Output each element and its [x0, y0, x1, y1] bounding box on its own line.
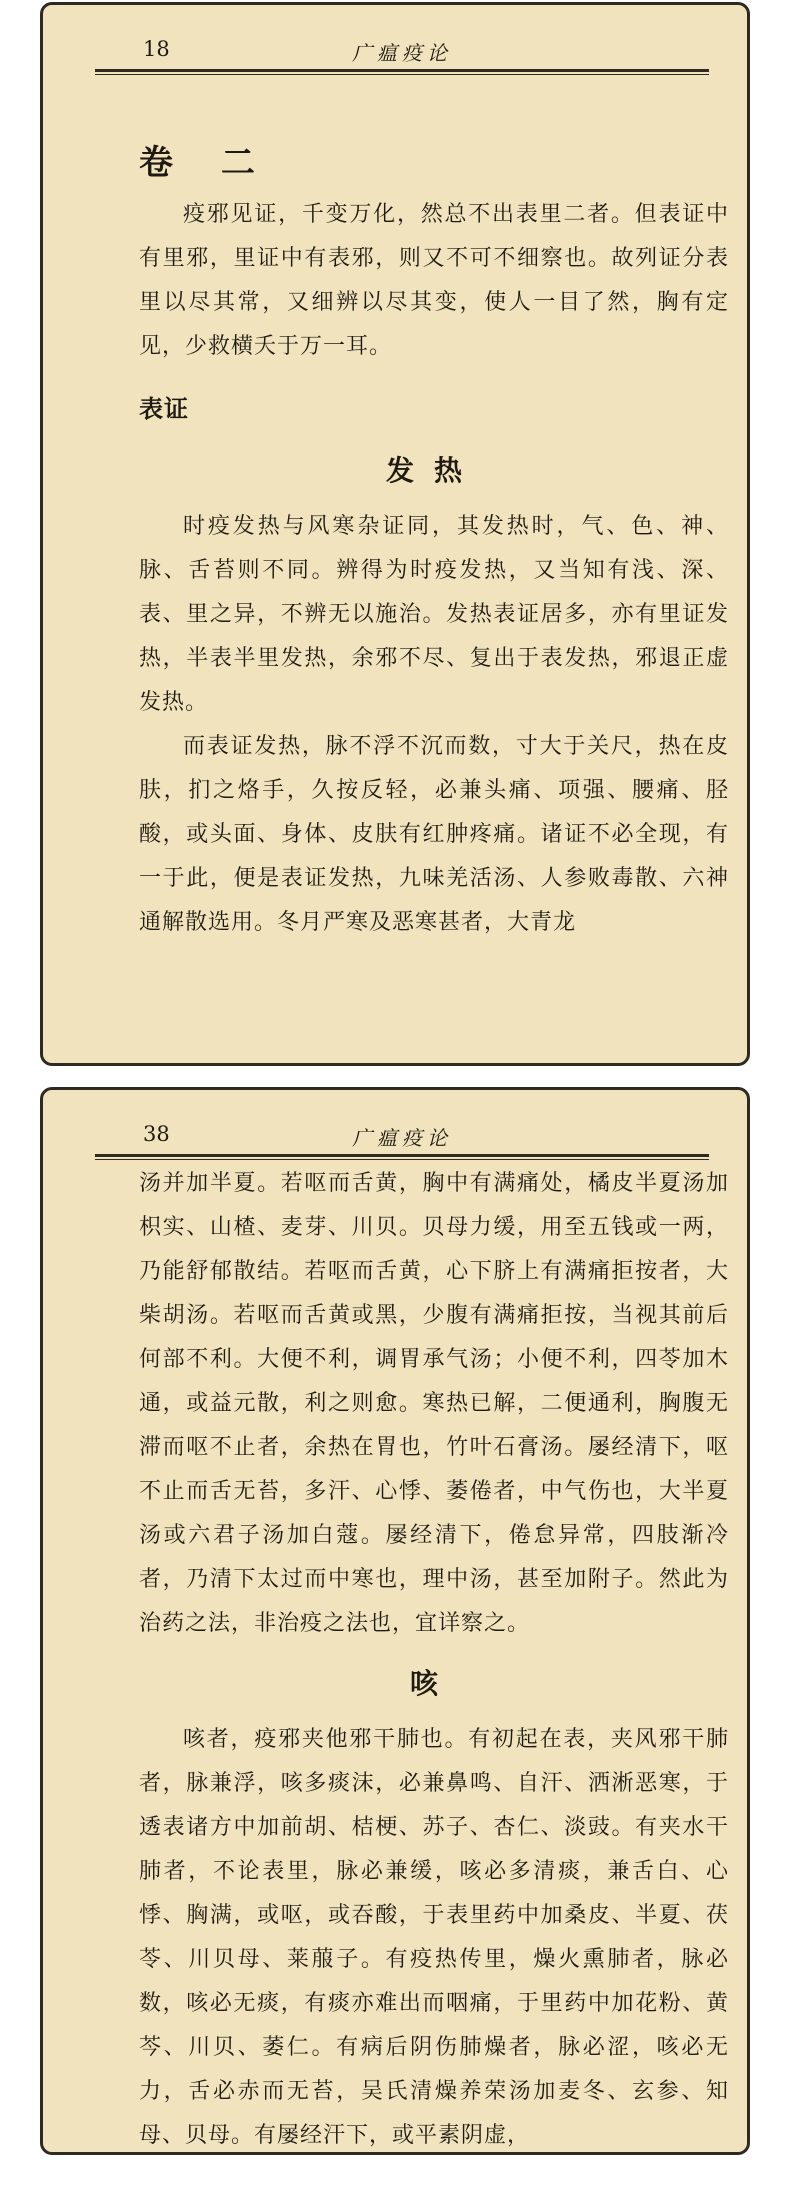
- header-rule: [95, 69, 709, 75]
- body-paragraph: 时疫发热与风寒杂证同，其发热时，气、色、神、脉、舌苔则不同。辨得为时疫发热，又当知有浅、深、表、里之异，不辨无以施治。发热表证居多，亦有里证发热，半表半里发热，余邪不尽、复出于表发热，邪退正虚发热。: [139, 514, 729, 715]
- subsection-title: 发热: [385, 454, 482, 487]
- body-paragraph: 汤并加半夏。若呕而舌黄，胸中有满痛处，橘皮半夏汤加枳实、山楂、麦芽、川贝。贝母力缓，用至五钱或一两，乃能舒郁散结。若呕而舌黄，心下脐上有满痛拒按者，大柴胡汤。若呕而舌黄或黑，少腹有满痛拒按，当视其前后何部不利。大便不利，调胃承气汤；小便不利，四苓加木通，或益元散，利之则愈。寒热已解，二便通利，胸腹无滞而呕不止者，余热在胃也，竹叶石膏汤。屡经清下，呕不止而舌无苔，多汗、心悸、萎倦者，中气伤也，大半夏汤或六君子汤加白蔻。屡经清下，倦怠异常，四肢渐冷者，乃清下太过而中寒也，理中汤，甚至加附子。然此为治药之法，非治疫之法也，宜详察之。: [139, 1171, 729, 1636]
- intro-paragraph: 疫邪见证，千变万化，然总不出表里二者。但表证中有里邪，里证中有表邪，则又不可不细察也。故列证分表里以尽其常，又细辨以尽其变，使人一目了然，胸有定见，少救横夭于万一耳。: [139, 202, 729, 359]
- running-title: 广瘟疫论: [352, 41, 452, 65]
- book-page-18: [40, 2, 750, 1066]
- page-number: 18: [143, 37, 170, 61]
- header-rule: [95, 1154, 709, 1160]
- page-body: [139, 1162, 729, 2155]
- page-number: 38: [143, 1122, 170, 1146]
- body-paragraph: 咳者，疫邪夹他邪干肺也。有初起在表，夹风邪干肺者，脉兼浮，咳多痰沫，必兼鼻鸣、自汗、洒淅恶寒，于透表诸方中加前胡、桔梗、苏子、杏仁、淡豉。有夹水干肺者，不论表里，脉必兼缓，咳必多清痰，兼舌白、心悸、胸满，或呕，或吞酸，于表里药中加桑皮、半夏、茯苓、川贝母、莱菔子。有疫热传里，燥火熏肺者，脉必数，咳必无痰，有痰亦难出而咽痛，于里药中加花粉、黄芩、川贝、萎仁。有病后阴伤肺燥者，脉必涩，咳必无力，舌必赤而无苔，吴氏清燥养荣汤加麦冬、玄参、知母、贝母。有屡经汗下，或平素阴虚，: [139, 1727, 729, 2148]
- subsection-title: 咳: [409, 1667, 458, 1700]
- volume-title: 卷 二: [139, 143, 273, 183]
- page-body: [139, 133, 729, 945]
- section-title: 表证: [139, 395, 189, 423]
- running-title: 广瘟疫论: [352, 1126, 452, 1150]
- page-header: [95, 1122, 709, 1158]
- page-header: [95, 37, 709, 73]
- body-paragraph: 而表证发热，脉不浮不沉而数，寸大于关尺，热在皮肤，扪之烙手，久按反轻，必兼头痛、项强、腰痛、胫酸，或头面、身体、皮肤有红肿疼痛。诸证不必全现，有一于此，便是表证发热，九味羌活汤、人参败毒散、六神通解散选用。冬月严寒及恶寒甚者，大青龙: [139, 734, 729, 935]
- book-page-38: [40, 1087, 750, 2155]
